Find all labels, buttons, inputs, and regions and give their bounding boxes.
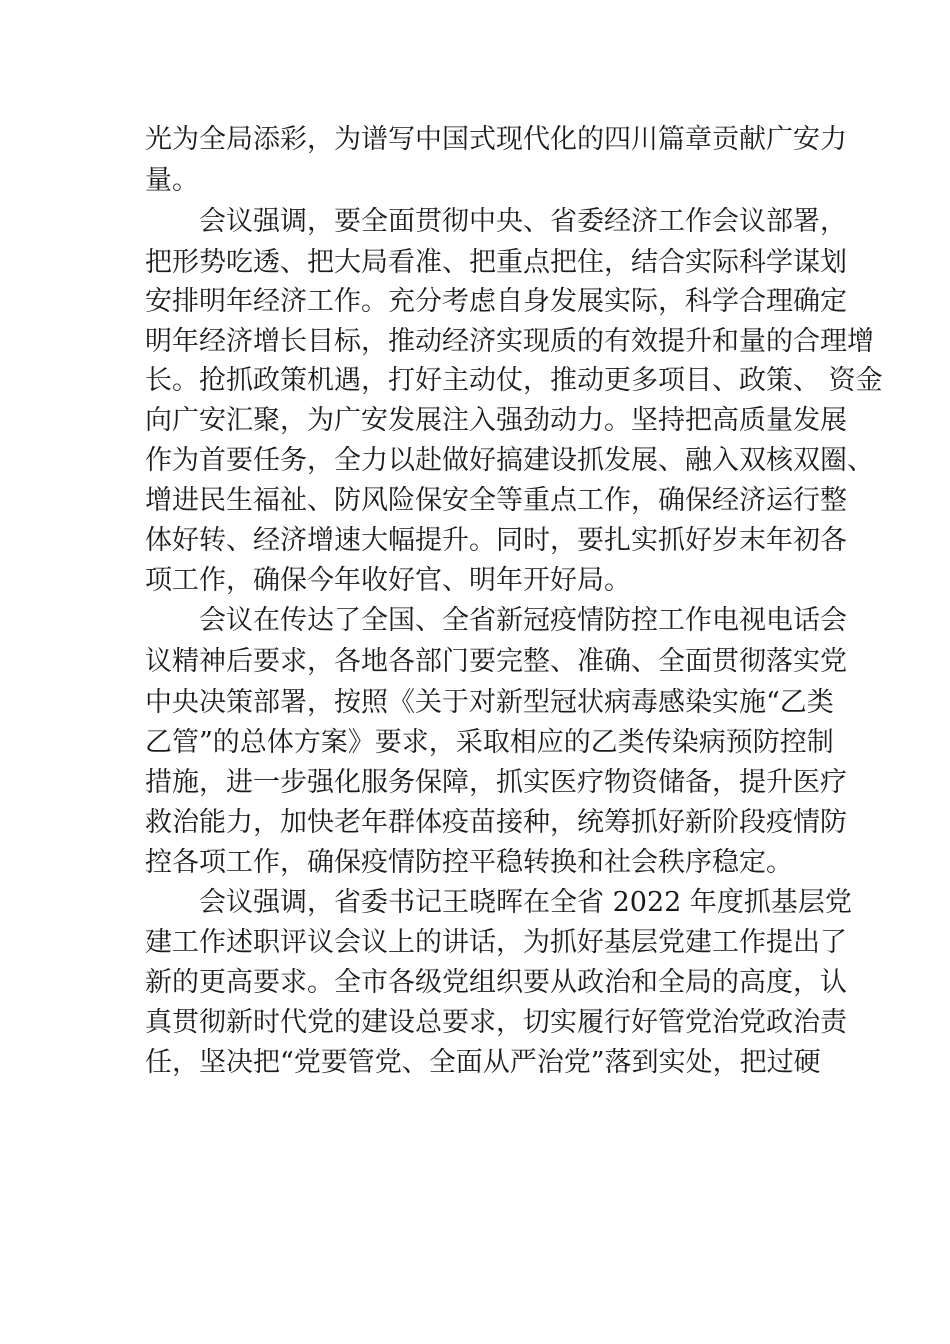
text-line: 控各项工作，确保疫情防控平稳转换和社会秩序稳定。 — [145, 847, 793, 878]
text-line: 任，坚决把“党要管党、全面从严治党”落到实处，把过硬 — [145, 1047, 821, 1078]
text-line: 救治能力，加快老年群体疫苗接种，统筹抓好新阶段疫情防 — [145, 807, 847, 838]
text-line: 安排明年经济工作。充分考虑自身发展实际，科学合理确定 — [145, 286, 847, 317]
text-line: 措施，进一步强化服务保障，抓实医疗物资储备，提升医疗 — [145, 767, 847, 798]
paragraph-start-line: 会议在传达了全国、全省新冠疫情防控工作电视电话会 — [199, 605, 847, 636]
paragraph-start-line: 会议强调，省委书记王晓晖在全省 2022 年度抓基层党 — [199, 887, 852, 918]
text-line: 项工作，确保今年收好官、明年开好局。 — [145, 565, 631, 596]
text-line: 光为全局添彩，为谱写中国式现代化的四川篇章贡献广安力 — [145, 124, 847, 155]
text-line: 乙管”的总体方案》要求，采取相应的乙类传染病预防控制 — [145, 727, 834, 758]
text-line: 建工作述职评议会议上的讲话，为抓好基层党建工作提出了 — [145, 927, 847, 958]
text-line: 新的更高要求。全市各级党组织要从政治和全局的高度，认 — [145, 967, 847, 998]
text-line: 体好转、经济增速大幅提升。同时，要扎实抓好岁末年初各 — [145, 525, 847, 556]
text-line: 真贯彻新时代党的建设总要求，切实履行好管党治党政治责 — [145, 1007, 847, 1038]
text-line: 长。抢抓政策机遇，打好主动仗，推动更多项目、政策、 资金 — [145, 365, 883, 396]
paragraph-start-line: 会议强调，要全面贯彻中央、省委经济工作会议部署， — [199, 206, 847, 237]
text-line: 中央决策部署，按照《关于对新型冠状病毒感染实施“乙类 — [145, 687, 834, 718]
text-line: 把形势吃透、把大局看准、把重点把住，结合实际科学谋划 — [145, 247, 847, 278]
text-line: 向广安汇聚，为广安发展注入强劲动力。坚持把高质量发展 — [145, 405, 847, 436]
text-line: 作为首要任务，全力以赴做好搞建设抓发展、融入双核双圈、 — [145, 445, 874, 476]
text-line: 量。 — [145, 165, 199, 196]
text-line: 议精神后要求，各地各部门要完整、准确、全面贯彻落实党 — [145, 646, 847, 677]
text-line: 明年经济增长目标，推动经济实现质的有效提升和量的合理增 — [145, 326, 874, 357]
text-line: 增进民生福祉、防风险保安全等重点工作，确保经济运行整 — [145, 485, 847, 516]
